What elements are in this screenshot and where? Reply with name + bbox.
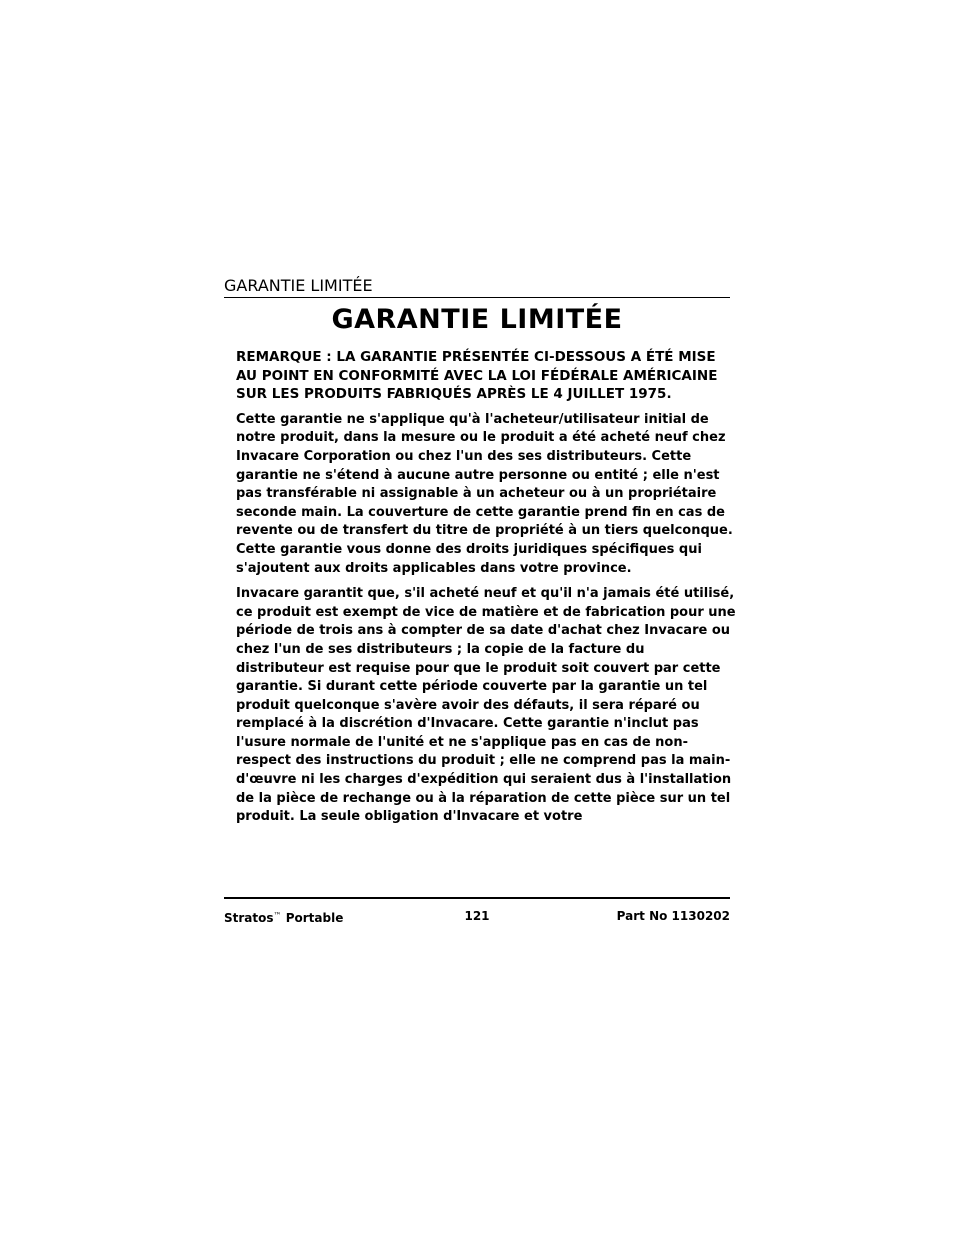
paragraph-scope: Cette garantie ne s'applique qu'à l'acheteur/utilisateur initial de notre produit, dans la mesure ou le produit a été acheté neuf chez Invacare Corporation ou chez l'un des ses distributeurs. Cette garantie ne s'étend à aucune autre personne ou entité ; elle n'est pas transférable ni assignable à un acheteur ou à un propriétaire seconde main. La couverture de cette garantie prend fin en cas de revente ou de transfert du titre de propriété à un tiers quelconque. Cette garantie vous donne des droits juridiques spécifiques qui s'ajoutent aux droits applicables dans votre province. xyxy=(236,411,733,576)
header-rule xyxy=(224,297,730,298)
part-number: Part No 1130202 xyxy=(616,909,730,923)
footer-product-suffix: Portable xyxy=(281,911,344,925)
page-title: GARANTIE LIMITÉE xyxy=(331,304,623,335)
document-body xyxy=(236,348,736,834)
trademark-symbol: ™ xyxy=(273,911,282,920)
page-footer xyxy=(224,907,730,925)
running-header: GARANTIE LIMITÉE xyxy=(224,276,373,295)
footer-product-name: Stratos xyxy=(224,911,274,925)
page-number: 121 xyxy=(464,909,490,923)
footer-rule xyxy=(224,897,730,899)
paragraph-coverage: Invacare garantit que, s'il acheté neuf et qu'il n'a jamais été utilisé, ce produit est exempt de vice de matière et de fabrication pour une période de trois ans à compter de sa date d'achat chez Invacare ou chez l'un de ses distributeurs ; la copie de la facture du distributeur est requise pour que le produit soit couvert par cette garantie. Si durant cette période couverte par la garantie un tel produit quelconque s'avère avoir des défauts, il sera réparé ou remplacé à la discrétion d'Invacare. Cette garantie n'inclut pas l'usure normale de l'unité et ne s'applique pas en cas de non-respect des instructions du produit ; elle ne comprend pas la main-d'œuvre ni les charges d'expédition qui seraient dus à l'installation de la pièce de rechange ou à la réparation de cette pièce sur un tel produit. La seule obligation d'Invacare et votre xyxy=(236,586,736,825)
warranty-note: REMARQUE : LA GARANTIE PRÉSENTÉE CI-DESSOUS A ÉTÉ MISE AU POINT EN CONFORMITÉ AVEC LA LOI FÉDÉRALE AMÉRICAINE SUR LES PRODUITS FABRIQUÉS APRÈS LE 4 JUILLET 1975. xyxy=(236,349,718,403)
